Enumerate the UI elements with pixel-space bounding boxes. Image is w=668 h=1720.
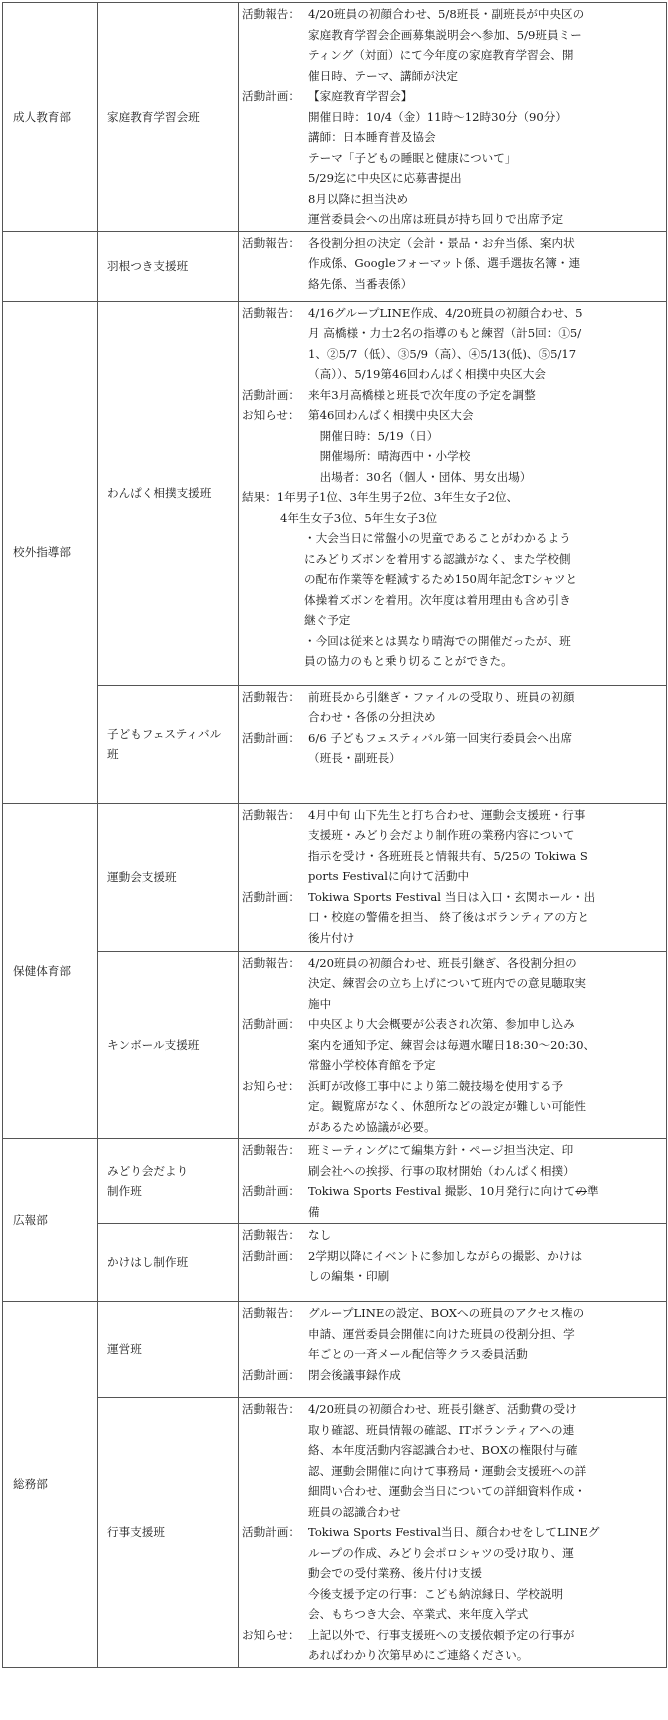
- entry-label: お知らせ：: [242, 1627, 300, 1642]
- entry-label: 活動報告：: [242, 1143, 300, 1157]
- team-row: [3, 231, 667, 301]
- entry-lines: [308, 687, 662, 728]
- text-line: にみどりズボンを着用する認識がなく、また学校側: [304, 551, 571, 566]
- team-name-cell: [98, 1302, 239, 1398]
- team-name-cell: [98, 803, 239, 951]
- text-line: なし: [308, 1228, 332, 1242]
- result-text: 1年男子1位、3年生男子2位、3年生女子2位、: [276, 490, 519, 504]
- entry-lines: [308, 1076, 662, 1138]
- text-line: 講師：日本睡育普及協会: [308, 130, 436, 144]
- entry-lines: [308, 303, 662, 385]
- entry: [242, 233, 662, 295]
- text-line: 合わせ・各係の分担決め: [308, 710, 436, 724]
- entry-label: 活動報告：: [242, 807, 300, 822]
- team-name-cell: [98, 231, 239, 301]
- entry-label: 活動報告：: [242, 1402, 300, 1416]
- text-line: あればわかり次第早めにご連絡ください。: [308, 1648, 529, 1662]
- team-name-cell: [98, 3, 239, 232]
- text-line: 閉会後議事録作成: [308, 1367, 401, 1382]
- entry-lines: [308, 1014, 662, 1076]
- text-line: テーマ「子どもの睡眠と健康について」: [308, 150, 517, 165]
- team-row: [3, 1302, 667, 1398]
- team-row: [3, 1139, 667, 1224]
- entry: [242, 1076, 662, 1138]
- entry-lines: [308, 385, 662, 406]
- text-line: 申請、運営委員会開催に向けた班員の役割分担、学: [308, 1326, 575, 1341]
- department-cell: [3, 231, 98, 301]
- text-line: Tokiwa Sports Festival 当日は入口・玄関ホール・出: [308, 889, 596, 904]
- entry-label: 活動計画：: [242, 1017, 300, 1031]
- text-line: 【家庭教育学習会】: [308, 89, 413, 103]
- entry-lines: [308, 86, 662, 230]
- text-line: ループの作成、みどり会ポロシャツの受け取り、運: [308, 1545, 574, 1560]
- entry: [242, 4, 662, 86]
- content-cell: [239, 1398, 667, 1668]
- text-line: があるため協議が必要。: [308, 1119, 436, 1134]
- text-line: わんぱく相撲支援班: [107, 485, 212, 500]
- text-line: 会、もちつき大会、卒業式、来年度入学式: [308, 1607, 529, 1621]
- entry-lines: [308, 233, 662, 295]
- entry-label: 活動報告：: [242, 235, 300, 250]
- entry-label: 活動計画：: [242, 1367, 300, 1382]
- entry: [242, 1365, 662, 1386]
- entry-lines: [308, 1399, 662, 1522]
- text-line: 家庭教育学習会企画募集説明会へ参加、5/9班員ミー: [308, 27, 582, 42]
- team-row: [3, 685, 667, 803]
- text-line: 制作班: [107, 1184, 142, 1198]
- team-name-cell: [98, 1224, 239, 1302]
- entry: [242, 405, 662, 487]
- team-row: [3, 951, 667, 1139]
- entry-label: 活動報告：: [242, 305, 300, 320]
- text-line: 中央区より大会概要が公表され次第、参加申し込み: [308, 1017, 575, 1031]
- text-line: 浜町が改修工事中により第二競技場を使用する予: [308, 1078, 564, 1093]
- text-line: 班ミーティングにて編集方針・ページ担当決定、印: [308, 1143, 574, 1157]
- struck-text: の: [575, 1184, 587, 1198]
- text-line: 上記以外で、行事支援班への支援依頼予定の行事が: [308, 1627, 575, 1642]
- entry: [242, 303, 662, 385]
- text-line: 行事支援班: [107, 1525, 165, 1539]
- entry-label: お知らせ：: [242, 408, 300, 422]
- entry-lines: [308, 887, 662, 949]
- entry-lines: [308, 1225, 662, 1246]
- text-line: 動会での受付業務、後片付け支援: [308, 1566, 482, 1580]
- text-line: 月 高橋様・力士2名の指導のもと練習（計5回：①5/: [308, 326, 582, 340]
- text-line: の配布作業等を軽減するため150周年記念Tシャツと: [304, 572, 578, 586]
- text-line: 刷会社への挨拶、行事の取材開始（わんぱく相撲）: [308, 1163, 575, 1178]
- text-line: 員の協力のもと乗り切ることができた。: [304, 654, 513, 668]
- entry-lines: [308, 1140, 662, 1181]
- entry-label: お知らせ：: [242, 1078, 300, 1093]
- activity-report-table: [2, 2, 667, 1668]
- team-name-cell: [98, 1398, 239, 1668]
- content-cell: [239, 3, 667, 232]
- text-line: 後片付け: [308, 930, 355, 945]
- entry: [242, 1181, 662, 1222]
- department-cell: 成人教育部: [3, 3, 98, 232]
- text-line: 羽根つき支援班: [107, 258, 189, 273]
- entry-lines: [308, 405, 662, 487]
- text-line: 来年3月高橋様と班長で次年度の予定を調整: [308, 387, 536, 402]
- text-line: 6/6 子どもフェスティバル第一回実行委員会へ出席: [308, 730, 573, 745]
- text-line: みどり会だより: [107, 1163, 189, 1178]
- plan-text: 準: [587, 1184, 599, 1198]
- team-row: [3, 301, 667, 685]
- team-row: [3, 1224, 667, 1302]
- entry-label: 活動計画：: [242, 89, 300, 103]
- text-line: 絡先係、当番表係）: [308, 276, 413, 291]
- text-line: 施中: [308, 996, 332, 1011]
- entry-lines: [308, 1181, 662, 1222]
- text-line: 決定、練習会の立ち上げについて班内での意見聴取実: [308, 976, 587, 990]
- text-line: 体操着ズボンを着用。次年度は着用理由も含め引き: [304, 592, 571, 607]
- text-line: 口・校庭の警備を担当、 終了後はボランティアの方と: [308, 910, 590, 924]
- text-line: 催日時、テーマ、講師が決定: [308, 68, 459, 83]
- text-line: 案内を通知予定、練習会は毎週水曜日18:30〜20:30、: [308, 1037, 596, 1052]
- text-line: 4/20班員の初顔合わせ、班長引継ぎ、活動費の受け: [308, 1402, 577, 1416]
- text-line: 絡、本年度活動内容認識合わせ、BOXの権限付与確: [308, 1443, 578, 1457]
- content-cell: [239, 1139, 667, 1224]
- entry-lines: [308, 1303, 662, 1365]
- department-cell: 校外指導部: [3, 301, 98, 803]
- entry-lines: [308, 805, 662, 887]
- text-line: 常盤小学校体育館を予定: [308, 1058, 436, 1072]
- team-name-cell: [98, 685, 239, 803]
- department-cell: 保健体育部: [3, 803, 98, 1139]
- entry-label: 活動報告：: [242, 689, 300, 704]
- text-line: 5/29迄に中央区に応募書提出: [308, 171, 462, 185]
- text-line: 今後支援予定の行事：こども納涼縁日、学校説明: [308, 1586, 564, 1601]
- entry-label: 活動報告：: [242, 7, 300, 21]
- text-line: ・今回は従来とは異なり晴海での開催だったが、班: [304, 633, 571, 648]
- text-line: 支援班・みどり会だより制作班の業務内容について: [308, 828, 575, 842]
- text-line: 班員の認識合わせ: [308, 1504, 401, 1519]
- content-cell: [239, 231, 667, 301]
- entry-label: 活動計画：: [242, 1525, 300, 1539]
- text-line: ・大会当日に常盤小の児童であることがわかるよう: [304, 531, 571, 545]
- content-cell: [239, 803, 667, 951]
- text-line: 8月以降に担当決め: [308, 191, 409, 206]
- team-row: [3, 3, 667, 232]
- text-line: かけはし制作班: [107, 1255, 189, 1270]
- entry: [242, 805, 662, 887]
- entry-label: 活動報告：: [242, 955, 300, 970]
- content-cell: [239, 1224, 667, 1302]
- entry: [242, 1625, 662, 1666]
- entry: [242, 728, 662, 769]
- entry-label: 活動計画：: [242, 1248, 300, 1263]
- entry: [242, 1522, 662, 1625]
- entry-label: 活動計画：: [242, 730, 300, 745]
- text-line: 開催日時：10/4（金）11時〜12時30分（90分）: [308, 109, 567, 124]
- content-cell: [239, 685, 667, 803]
- entry: [242, 1014, 662, 1076]
- text-line: 4月中旬 山下先生と打ち合わせ、運動会支援班・行事: [308, 807, 586, 822]
- entry-label: 活動計画：: [242, 1184, 300, 1198]
- entry-lines: [308, 4, 662, 86]
- text-line: 開催日時：5/19（日）: [308, 428, 439, 443]
- text-line: 運動会支援班: [107, 869, 177, 884]
- text-line: 2学期以降にイベントに参加しながらの撮影、かけは: [308, 1248, 583, 1263]
- result-line: [242, 487, 662, 508]
- entry: [242, 86, 662, 230]
- text-line: 家庭教育学習会班: [107, 109, 200, 124]
- entry: [242, 1399, 662, 1522]
- text-line: 4/16グループLINE作成、4/20班員の初顔合わせ、5: [308, 305, 583, 320]
- text-line: 備: [308, 1204, 320, 1219]
- entry-label: 活動報告：: [242, 1306, 300, 1320]
- text-line: 1、②5/7（低）、③5/9（高）、④5/13(低)、⑤5/17: [308, 346, 577, 361]
- text-line: 4/20班員の初顔合わせ、班長引継ぎ、各役割分担の: [308, 955, 577, 970]
- text-line: 認、運動会開催に向けて事務局・運動会支援班への詳: [308, 1463, 587, 1478]
- entry: [242, 887, 662, 949]
- entry: [242, 1303, 662, 1365]
- team-row: [3, 803, 667, 951]
- content-cell: [239, 301, 667, 685]
- team-name-cell: [98, 1139, 239, 1224]
- text-line: 第46回わんぱく相撲中央区大会: [308, 408, 474, 422]
- team-row: [3, 1398, 667, 1668]
- text-line: 4/20班員の初顔合わせ、5/8班長・副班長が中央区の: [308, 7, 585, 21]
- entry-lines: [308, 728, 662, 769]
- entry: [242, 385, 662, 406]
- text-line: キンボール支援班: [107, 1037, 200, 1052]
- entry-lines: [308, 1625, 662, 1666]
- plan-text: Tokiwa Sports Festival 撮影、10月発行に向けて: [308, 1184, 576, 1198]
- content-cell: [239, 951, 667, 1139]
- result-notes: [242, 528, 662, 672]
- content-cell: [239, 1302, 667, 1398]
- result-line: 4年生女子3位、5年生女子3位: [280, 510, 438, 525]
- text-line: 運営班: [107, 1342, 142, 1357]
- entry-lines: [308, 953, 662, 1015]
- text-line: 出場者：30名（個人・団体、男女出場）: [308, 469, 532, 484]
- text-line: 年ごとの一斉メール配信等クラス委員活動: [308, 1347, 528, 1361]
- text-line: 前班長から引継ぎ・ファイルの受取り、班員の初顔: [308, 689, 575, 704]
- text-line: 子どもフェスティバル: [107, 726, 222, 741]
- entry: [242, 1246, 662, 1287]
- text-line: [308, 1181, 662, 1202]
- text-line: 班: [107, 747, 119, 761]
- text-line: ティング（対面）にて今年度の家庭教育学習会、開: [308, 48, 574, 62]
- result-label: 結果：: [242, 490, 277, 504]
- entry: [242, 687, 662, 728]
- text-line: 指示を受け・各班班長と情報共有、5/25の Tokiwa S: [308, 848, 588, 863]
- entry-label: 活動計画：: [242, 387, 300, 402]
- text-line: 細問い合わせ、運動会当日についての詳細資料作成・: [308, 1484, 586, 1498]
- entry: [242, 953, 662, 1015]
- text-line: 作成係、Googleフォーマット係、選手選抜名簿・連: [308, 256, 581, 270]
- text-line: 各役割分担の決定（会計・景品・お弁当係、案内状: [308, 235, 575, 250]
- entry-lines: [308, 1246, 662, 1287]
- text-line: 取り確認、班員情報の確認、ITボランティアへの連: [308, 1422, 575, 1437]
- text-line: しの編集・印刷: [308, 1269, 390, 1283]
- text-line: ports Festivalに向けて活動中: [308, 869, 470, 883]
- entry-label: 活動報告：: [242, 1228, 300, 1242]
- text-line: 定。観覧席がなく、休憩所などの設定が難しい可能性: [308, 1099, 587, 1113]
- entry-lines: [308, 1522, 662, 1625]
- department-cell: 広報部: [3, 1139, 98, 1302]
- team-name-cell: [98, 951, 239, 1139]
- text-line: 開催場所：晴海西中・小学校: [308, 449, 471, 463]
- team-name-cell: [98, 301, 239, 685]
- department-cell: 総務部: [3, 1302, 98, 1668]
- entry: [242, 1225, 662, 1246]
- text-line: 継ぐ予定: [304, 613, 351, 627]
- entry-label: 活動計画：: [242, 889, 300, 904]
- text-line: グループLINEの設定、BOXへの班員のアクセス権の: [308, 1306, 585, 1320]
- entry-lines: [308, 1365, 662, 1386]
- text-line: （高））、5/19第46回わんぱく相撲中央区大会: [308, 367, 546, 381]
- entry: [242, 1140, 662, 1181]
- text-line: （班長・副班長）: [308, 751, 401, 765]
- text-line: 運営委員会への出席は班員が持ち回りで出席予定: [308, 212, 564, 226]
- text-line: Tokiwa Sports Festival当日、顔合わせをしてLINEグ: [308, 1525, 600, 1539]
